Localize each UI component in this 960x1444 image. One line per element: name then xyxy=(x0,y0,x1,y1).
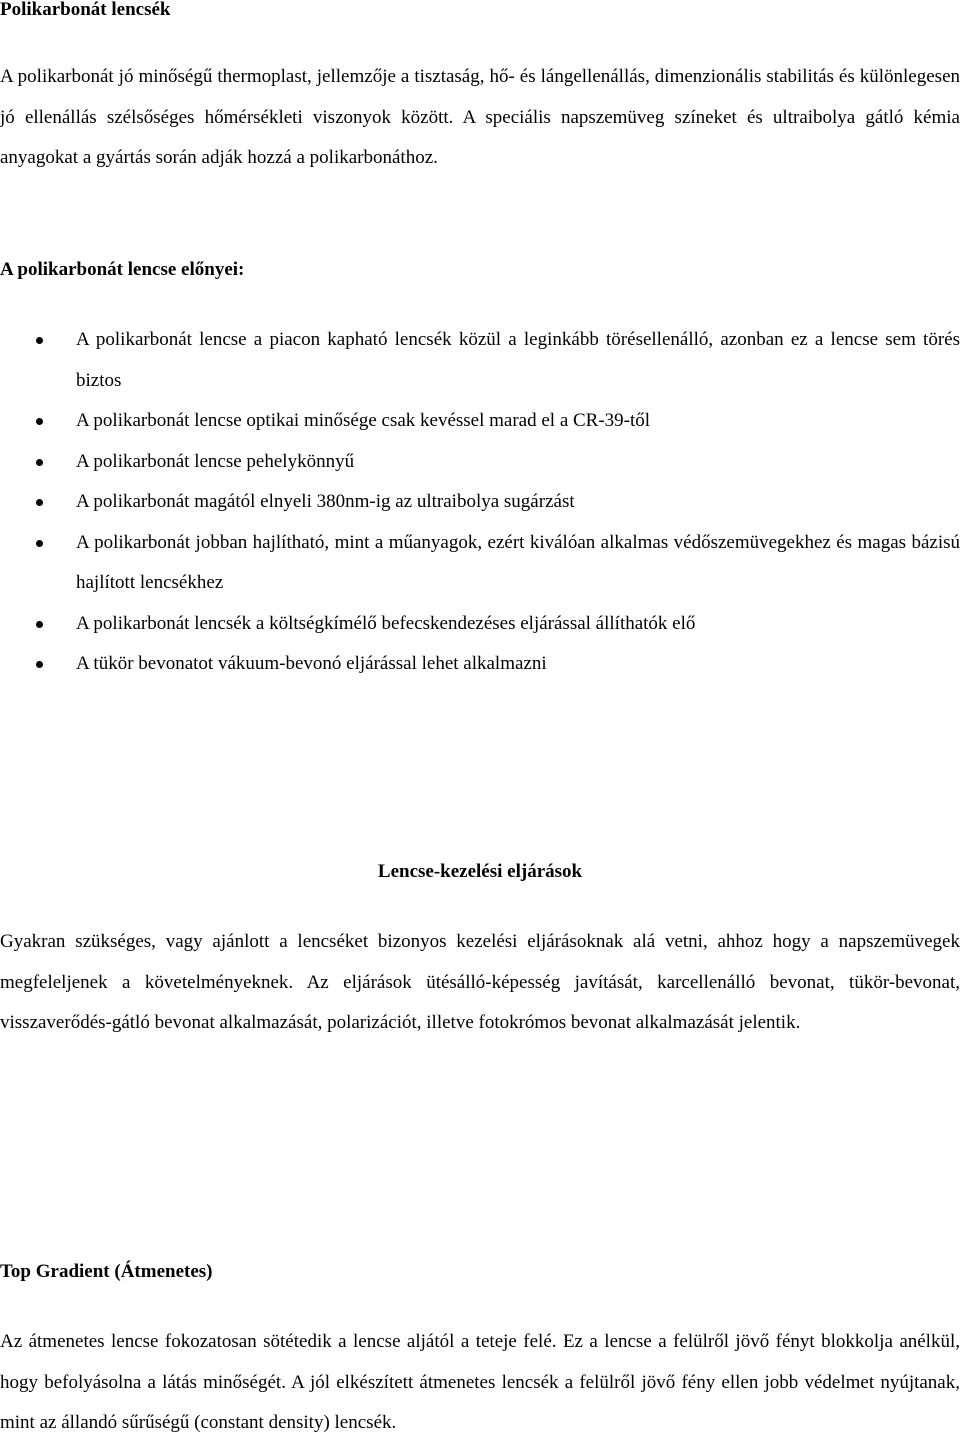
list-item-text: A polikarbonát magától elnyeli 380nm-ig az ultraibolya sugárzást xyxy=(76,491,575,512)
list-item-text: A tükör bevonatot vákuum-bevonó eljárással lehet alkalmazni xyxy=(76,653,547,674)
list-item-text: A polikarbonát jobban hajlítható, mint a műanyagok, ezért kiválóan alkalmas védőszemüvegekhez és magas bázisú hajlított lencsékhez xyxy=(76,531,960,593)
bullet-icon xyxy=(36,661,43,668)
list-item xyxy=(0,442,960,483)
treatment-heading: Lencse-kezelési eljárások xyxy=(377,861,583,882)
list-item-text: A polikarbonát lencse pehelykönnyű xyxy=(76,450,355,472)
section-title-polycarbonate: Polikarbonát lencsék xyxy=(0,0,171,20)
gradient-heading: Top Gradient (Átmenetes) xyxy=(0,1261,213,1282)
list-item xyxy=(0,482,960,523)
gradient-paragraph: Az átmenetes lencse fokozatosan sötétedik a lencse aljától a teteje felé. Ez a lencse a felülről jövő fényt blokkolja anélkül, hogy befolyásolna a látás minőségét. A jól elkészített átmenetes lencsék a felülről jövő fény ellen jobb védelmet nyújtanak, mint az állandó sűrűségű (constant density) lencsék. xyxy=(0,1331,960,1433)
list-item xyxy=(0,320,960,401)
advantages-list xyxy=(0,320,960,685)
list-item-text: A polikarbonát lencsék a költségkímélő befecskendezéses eljárással állíthatók elő xyxy=(76,612,696,634)
list-item xyxy=(0,644,960,685)
list-item-text: A polikarbonát lencse optikai minősége csak kevéssel marad el a CR-39-től xyxy=(76,410,651,431)
list-item-text: A polikarbonát lencse a piacon kapható lencsék közül a leginkább törésellenálló, azonban ez a lencse sem törés biztos xyxy=(76,329,960,391)
bullet-icon xyxy=(36,621,43,628)
list-item xyxy=(0,401,960,442)
advantages-heading: A polikarbonát lencse előnyei: xyxy=(0,259,245,280)
treatment-paragraph: Gyakran szükséges, vagy ajánlott a lencséket bizonyos kezelési eljárásoknak alá vetni, ahhoz hogy a napszemüvegek megfeleljenek a követelményeknek. Az eljárások ütésálló-képesség javítását, karcellenálló bevonat, tükör-bevonat, visszaverődés-gátló bevonat alkalmazását, polarizációt, illetve fotokrómos bevonat alkalmazását jelentik. xyxy=(0,931,960,1033)
bullet-icon xyxy=(36,540,43,547)
bullet-icon xyxy=(36,459,43,466)
list-item xyxy=(0,523,960,604)
bullet-icon xyxy=(36,337,43,344)
list-item xyxy=(0,604,960,645)
intro-paragraph: A polikarbonát jó minőségű thermoplast, jellemzője a tisztaság, hő- és lángellenállás, dimenzionális stabilitás és különlegesen jó ellenállás szélsőséges hőmérsékleti viszonyok között. A speciális napszemüveg színeket és ultraibolya gátló kémia anyagokat a gyártás során adják hozzá a polikarbonáthoz. xyxy=(0,66,960,168)
bullet-icon xyxy=(36,418,43,425)
bullet-icon xyxy=(36,499,43,506)
